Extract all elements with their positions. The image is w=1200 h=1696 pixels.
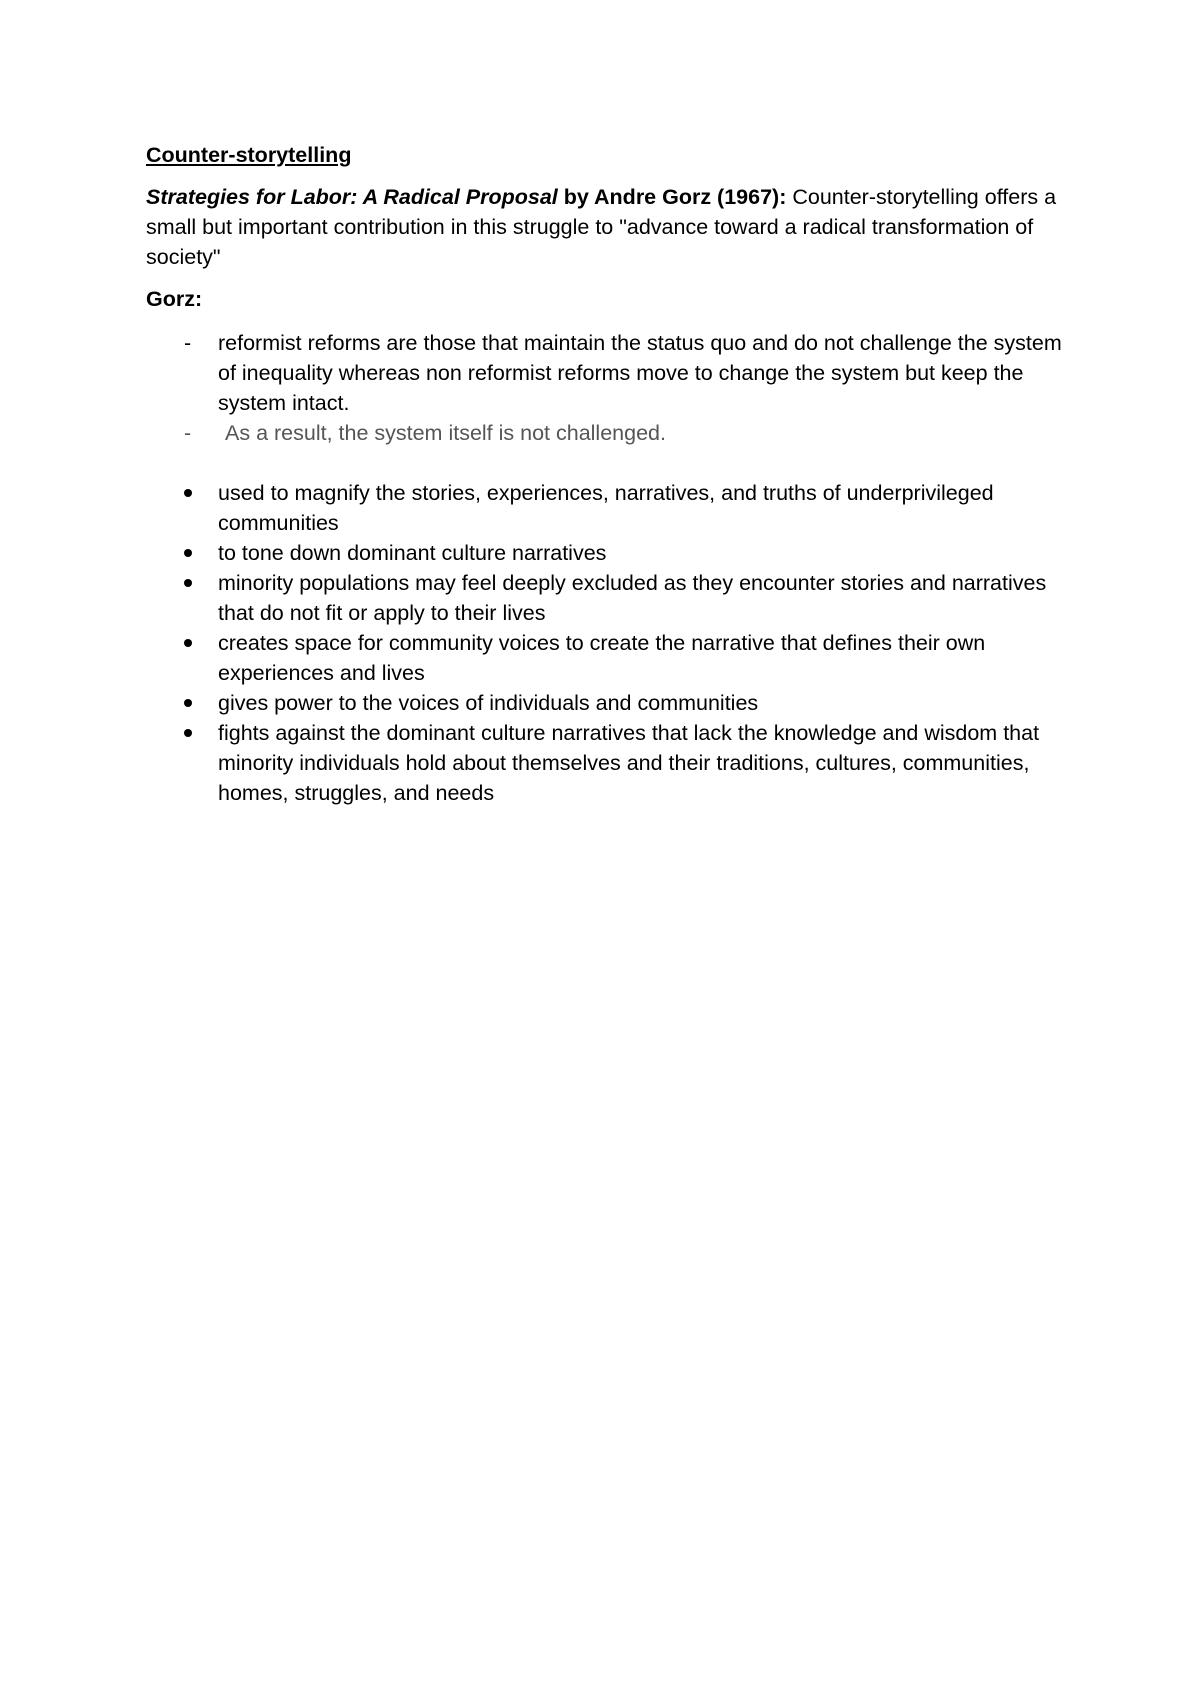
bullet-list-item [146, 538, 1066, 568]
bullet-list-item [146, 478, 1066, 538]
bullet-list-item [146, 568, 1066, 628]
bullet-icon [184, 699, 192, 707]
bullet-icon [184, 579, 192, 587]
dash-list [146, 328, 1066, 448]
dash-item-text: As a result, the system itself is not challenged. [225, 421, 666, 445]
bullet-item-text: minority populations may feel deeply excluded as they encounter stories and narratives that do not fit or apply to their lives [218, 571, 1047, 625]
gorz-label: Gorz: [146, 287, 203, 311]
bullet-icon [184, 729, 192, 737]
document-page [146, 140, 1066, 808]
bullet-item-text: fights against the dominant culture narratives that lack the knowledge and wisdom that minority individuals hold about themselves and their traditions, cultures, communities, homes, struggles, and needs [218, 721, 1040, 805]
dash-list-item [146, 418, 1066, 448]
dash-marker: - [184, 421, 192, 445]
bullet-item-text: creates space for community voices to create the narrative that defines their own experiences and lives [218, 631, 986, 685]
dash-marker: - [184, 331, 192, 355]
bullet-icon [184, 489, 192, 497]
bullet-icon [184, 639, 192, 647]
bullet-icon [184, 549, 192, 557]
book-byline: by Andre Gorz (1967): [557, 185, 787, 209]
book-title: Strategies for Labor: A Radical Proposal [146, 185, 558, 209]
bullet-item-text: to tone down dominant culture narratives [218, 541, 607, 565]
intro-paragraph [146, 182, 1066, 272]
dash-list-item [146, 328, 1066, 418]
bullet-list-item [146, 718, 1066, 808]
bullet-item-text: used to magnify the stories, experiences, narratives, and truths of underprivileged communities [218, 481, 994, 535]
dash-item-text: reformist reforms are those that maintain the status quo and do not challenge the system of inequality whereas non reformist reforms move to change the system but keep the system intact. [218, 331, 1062, 415]
bullet-list-item [146, 688, 1066, 718]
bullet-list-item [146, 628, 1066, 688]
bullet-list [146, 478, 1066, 808]
document-heading: Counter-storytelling [146, 143, 352, 167]
bullet-item-text: gives power to the voices of individuals and communities [218, 691, 759, 715]
intro-text: Counter-storytelling offers a small but important contribution in this struggle to "advance toward a radical transformation of society" [146, 185, 1057, 269]
